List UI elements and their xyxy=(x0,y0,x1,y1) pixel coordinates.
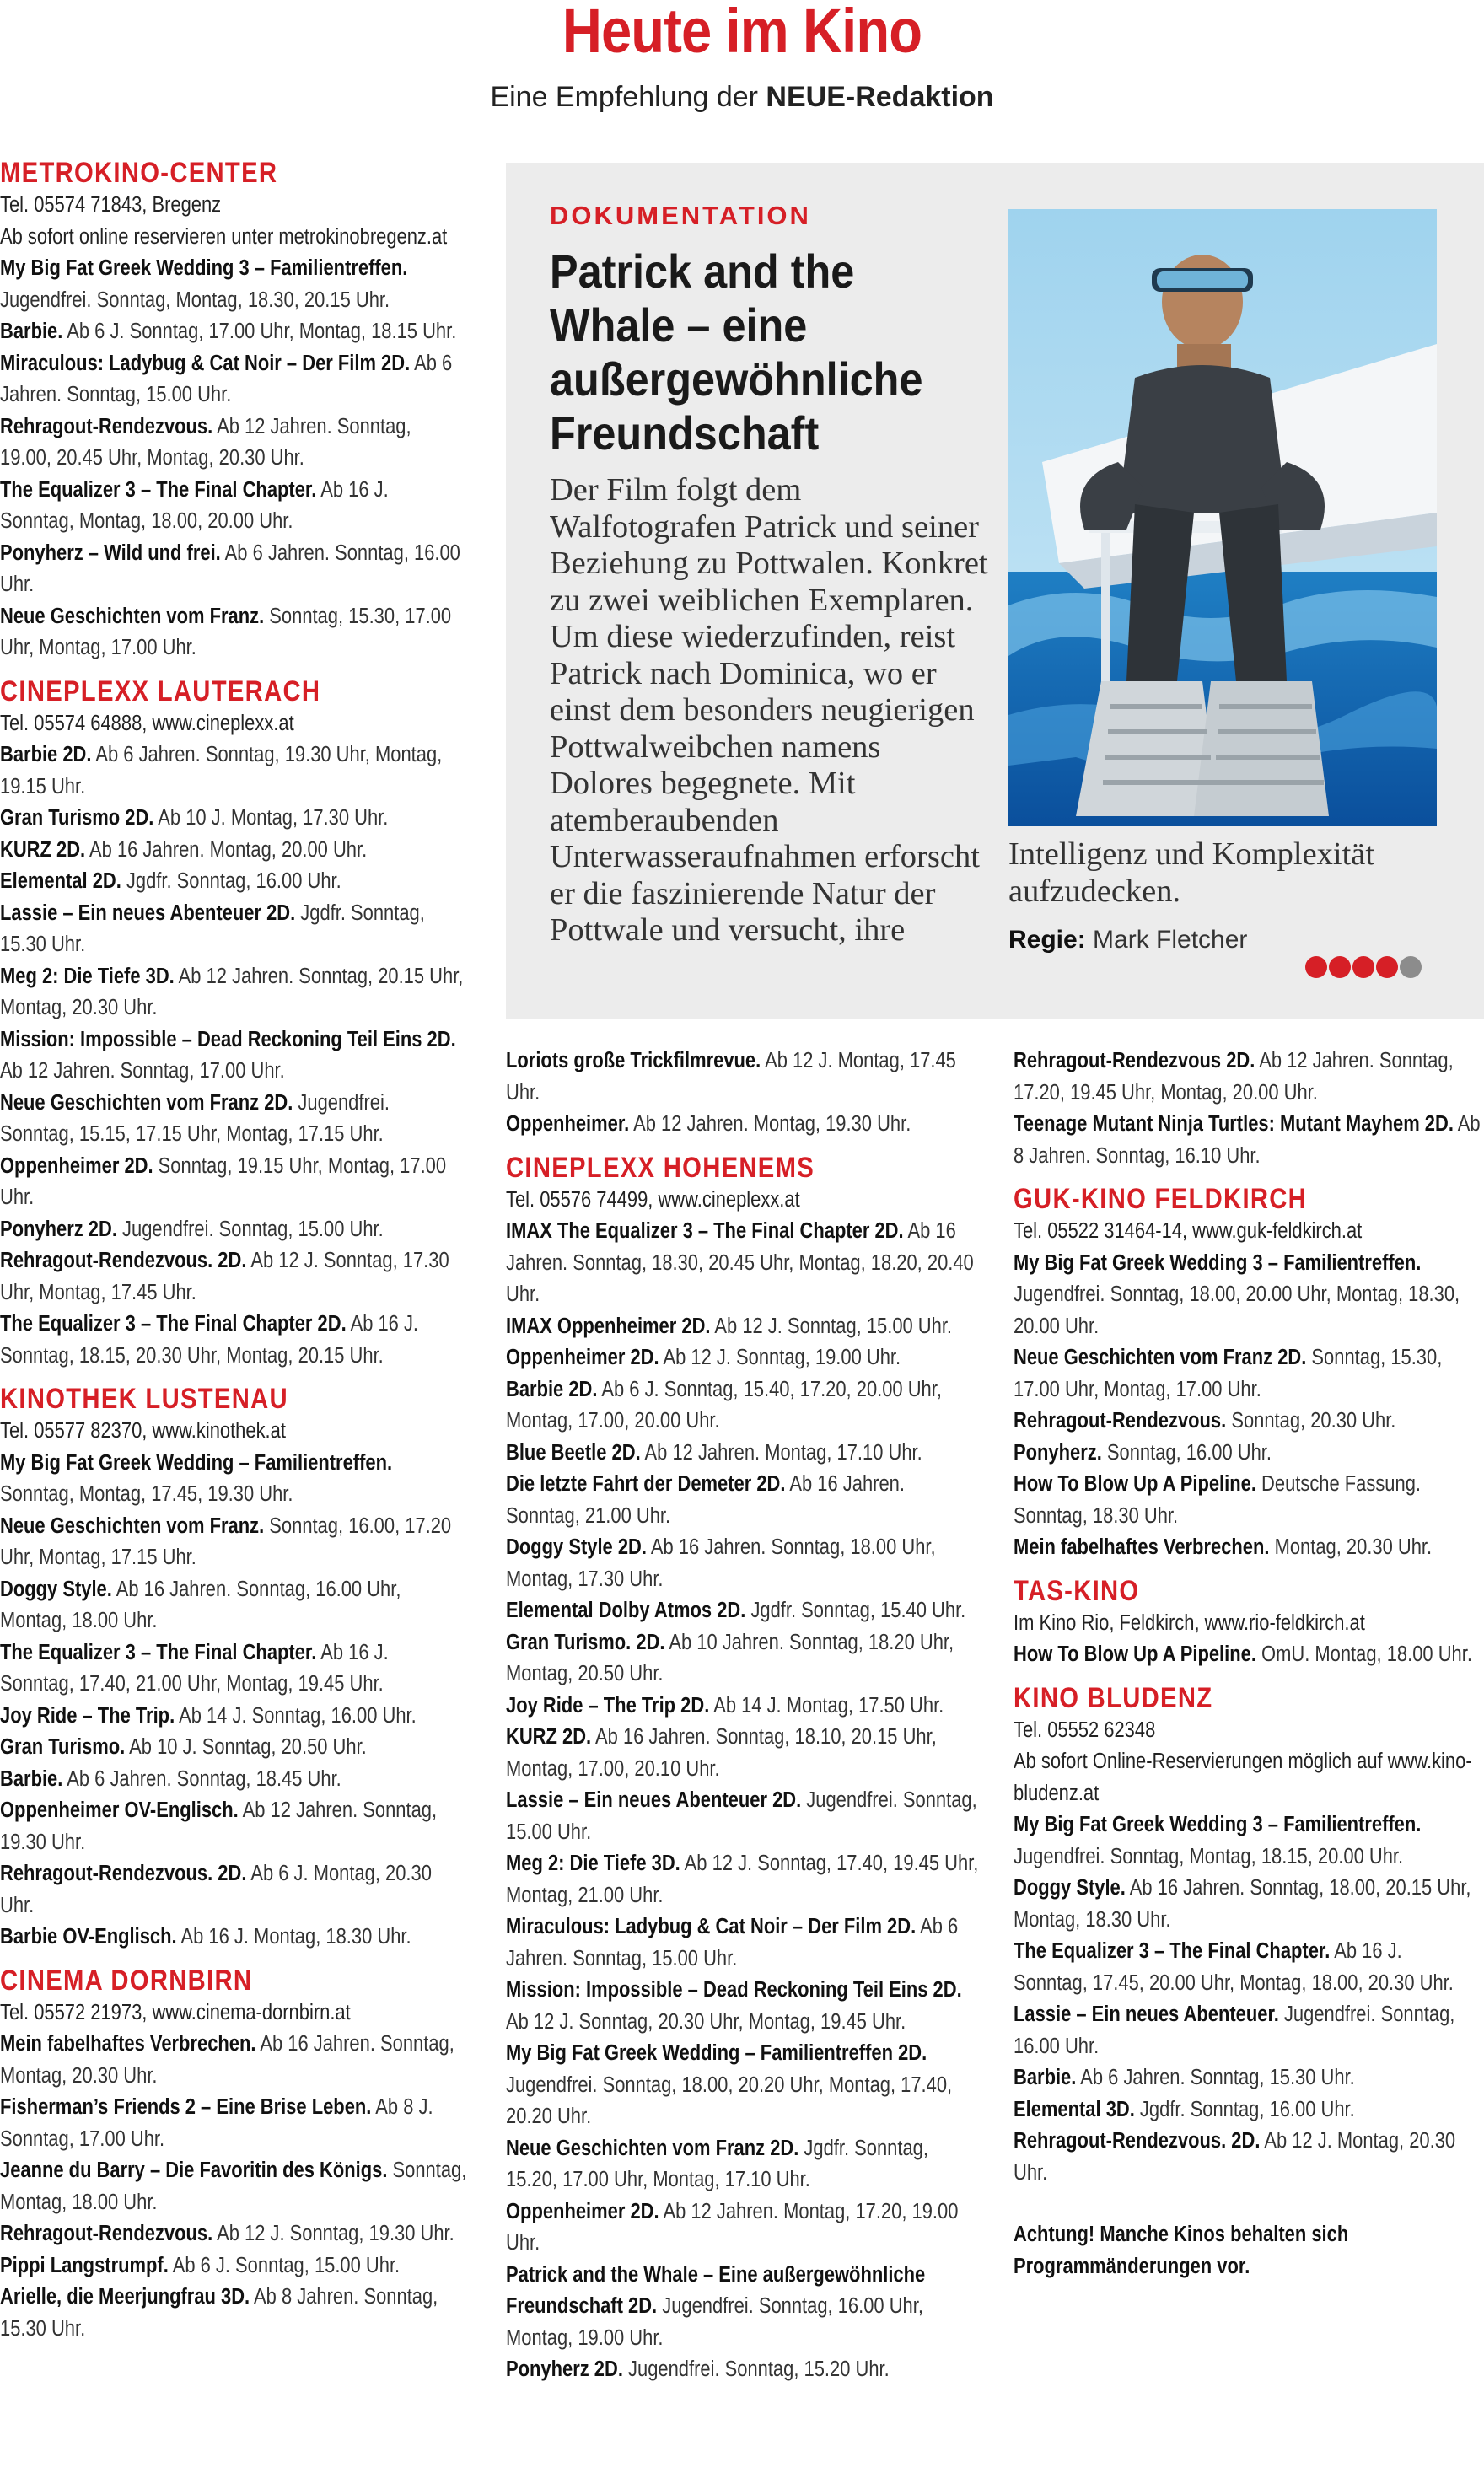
movie-entry xyxy=(506,1438,981,1470)
diver-on-boat-illustration xyxy=(1008,209,1437,826)
movie-entry xyxy=(0,1309,467,1372)
movie-details: Sonntag, Montag, 18.00 Uhr. xyxy=(0,2158,467,2214)
movie-details: Ab 16 Jahren. Sonntag, 18.00 Uhr, Montag, 17.30 Uhr. xyxy=(506,1535,936,1591)
movie-entry xyxy=(1014,1936,1481,1999)
cinema-name: CINEMA DORNBIRN xyxy=(0,1964,253,1997)
movie-title: Meg 2: Die Tiefe 3D. xyxy=(506,1852,680,1875)
movie-details: Ab 12 J. Montag, 17.45 Uhr. xyxy=(506,1049,956,1105)
cinema-info: Ab sofort Online-Reservierungen möglich auf www.kino-bludenz.at xyxy=(1014,1750,1472,1805)
movie-entry xyxy=(506,1911,981,1975)
movie-title: Rehragout-Rendezvous. 2D. xyxy=(0,1249,247,1272)
page-subtitle xyxy=(0,81,1484,114)
movie-details: Ab 12 Jahren. Sonntag, 19.30 Uhr. xyxy=(0,1798,438,1854)
movie-entry xyxy=(1014,1999,1481,2062)
movie-entry xyxy=(506,1342,981,1374)
subtitle-bold: NEUE-Redaktion xyxy=(766,81,994,113)
movie-title: The Equalizer 3 – The Final Chapter. xyxy=(1014,1939,1331,1963)
movie-details: Ab 12 J. Sonntag, 17.30 Uhr, Montag, 17.45 Uhr. xyxy=(0,1249,449,1304)
movie-details: Ab 10 J. Sonntag, 20.50 Uhr. xyxy=(129,1735,367,1759)
movie-details: Ab 6 J. Sonntag, 15.00 Uhr. xyxy=(172,2253,401,2277)
movie-title: Gran Turismo. xyxy=(0,1735,126,1759)
movie-title: My Big Fat Greek Wedding 3 – Familientreffen. xyxy=(1014,1250,1422,1275)
movie-entry xyxy=(0,1795,467,1858)
movie-title: Mein fabelhaftes Verbrechen. xyxy=(1014,1535,1270,1559)
movie-details: Jugendfrei. Sonntag, Montag, 18.15, 20.00 Uhr. xyxy=(1014,1844,1404,1868)
movie-title: Pippi Langstrumpf. xyxy=(0,2253,169,2277)
movie-details: Jgdfr. Sonntag, 15.40 Uhr. xyxy=(750,1599,966,1622)
movie-details: Ab 6 Jahren. Sonntag, 15.00 Uhr. xyxy=(506,1915,959,1970)
movie-title: Ponyherz – Wild und frei. xyxy=(0,540,221,565)
movie-entry xyxy=(506,2354,981,2386)
movie-details: Ab 6 Jahren. Sonntag, 15.00 Uhr. xyxy=(0,351,453,406)
movie-entry xyxy=(0,411,467,475)
movie-title: Ponyherz 2D. xyxy=(0,1217,117,1241)
movie-entry xyxy=(0,1214,467,1246)
movie-title: My Big Fat Greek Wedding – Familientreffen. xyxy=(0,1450,393,1475)
movie-title: Oppenheimer OV-Englisch. xyxy=(0,1798,239,1822)
movie-details: Sonntag, 16.00, 17.20 Uhr, Montag, 17.15 Uhr. xyxy=(0,1513,452,1569)
movie-entry xyxy=(506,1975,981,2038)
feature-body-left: Der Film folgt dem Walfotografen Patrick und seiner Beziehung zu Pottwalen. Konkret zu zwei weiblichen Exemplaren. Um diese wiederzufinden, reist Patrick nach Dominica, wo er einst dem besonders neugierigen Pottwalweibchen namens Dolores begegnete. Mit atemberaubenden Unterwasseraufnahmen erforscht er die faszinierende Natur der Pottwale und versucht, ihre xyxy=(550,472,988,948)
movie-entry xyxy=(1014,1809,1481,1873)
movie-entry xyxy=(0,1024,467,1088)
movie-title: Rehragout-Rendezvous. xyxy=(1014,1409,1227,1433)
listings-column-3 xyxy=(1014,1046,1481,2282)
movie-details: Ab 16 J. Sonntag, 17.40, 21.00 Uhr, Montag, 19.45 Uhr. xyxy=(0,1640,389,1696)
movie-title: Blue Beetle 2D. xyxy=(506,1440,641,1465)
movie-entry xyxy=(0,253,467,316)
movie-title: Doggy Style 2D. xyxy=(506,1535,647,1559)
movie-title: Barbie OV-Englisch. xyxy=(0,1925,177,1949)
movie-title: The Equalizer 3 – The Final Chapter. xyxy=(0,1640,317,1664)
movie-title: Loriots große Trickfilmrevue. xyxy=(506,1049,761,1072)
movie-details: Jugendfrei. Sonntag, 18.00, 20.20 Uhr, Montag, 17.40, 20.20 Uhr. xyxy=(506,2072,953,2128)
movie-entry xyxy=(0,475,467,538)
movie-title: Barbie. xyxy=(1014,2066,1077,2089)
movie-details: Montag, 20.30 Uhr. xyxy=(1274,1535,1433,1559)
subtitle-prefix: Eine Empfehlung der xyxy=(490,81,766,113)
movie-title: IMAX The Equalizer 3 – The Final Chapter 2D. xyxy=(506,1219,904,1243)
movie-entry xyxy=(0,835,467,867)
movie-entry xyxy=(1014,1639,1481,1671)
feature-kicker: DOKUMENTATION xyxy=(550,201,811,230)
movie-entry xyxy=(0,2029,467,2092)
movie-title: Neue Geschichten vom Franz 2D. xyxy=(506,2136,799,2160)
movie-details: Ab 16 Jahren. Sonntag, 16.00 Uhr, Montag, 18.00 Uhr. xyxy=(0,1577,401,1632)
regie-name: Mark Fletcher xyxy=(1093,926,1248,954)
movie-details: Jgdfr. Sonntag, 15.20, 17.00 Uhr, Montag, 17.10 Uhr. xyxy=(506,2136,928,2191)
movie-details: Jgdfr. Sonntag, 15.30 Uhr. xyxy=(0,900,425,956)
movie-details: Jugendfrei. Sonntag, 15.20 Uhr. xyxy=(628,2357,890,2381)
movie-title: Doggy Style. xyxy=(1014,1876,1126,1900)
movie-entry xyxy=(0,1922,467,1954)
movie-details: Ab 6 Jahren. Sonntag, 18.45 Uhr. xyxy=(67,1766,341,1791)
movie-entry xyxy=(506,1691,981,1723)
movie-title: Oppenheimer 2D. xyxy=(506,2199,659,2223)
movie-entry xyxy=(0,866,467,898)
movie-details: Ab 6 J. Montag, 20.30 Uhr. xyxy=(0,1862,432,1917)
movie-title: The Equalizer 3 – The Final Chapter 2D. xyxy=(0,1312,347,1336)
feature-regie xyxy=(1008,926,1247,954)
cinema-info: Tel. 05577 82370, www.kinothek.at xyxy=(0,1419,286,1443)
movie-title: Neue Geschichten vom Franz. xyxy=(0,1513,265,1538)
movie-details: Jugendfrei. Sonntag, 15.00 Uhr. xyxy=(506,1788,977,1844)
feature-body-right: Intelligenz und Komplexität aufzudecken. xyxy=(1008,836,1375,909)
movie-details: Ab 16 Jahren. Sonntag, 18.00, 20.15 Uhr, Montag, 18.30 Uhr. xyxy=(1014,1876,1471,1932)
movie-title: Patrick and the Whale – Eine außergewöhnliche Freundschaft 2D. xyxy=(506,2262,926,2318)
movie-title: Miraculous: Ladybug & Cat Noir – Der Film 2D. xyxy=(506,1915,917,1938)
cinema-name: CINEPLEXX LAUTERACH xyxy=(0,675,321,707)
movie-entry xyxy=(0,601,467,664)
movie-entry xyxy=(1014,2062,1481,2094)
cinema-info: Im Kino Rio, Feldkirch, www.rio-feldkirch.at xyxy=(1014,1610,1365,1635)
movie-entry xyxy=(0,2092,467,2155)
movie-details: Jugendfrei. Sonntag, 15.15, 17.15 Uhr, Montag, 17.15 Uhr. xyxy=(0,1090,390,1146)
movie-title: Lassie – Ein neues Abenteuer. xyxy=(1014,2002,1279,2026)
movie-title: Teenage Mutant Ninja Turtles: Mutant Mayhem 2D. xyxy=(1014,1112,1454,1136)
movie-entry xyxy=(506,1532,981,1595)
movie-details: Ab 16 Jahren. Sonntag, Montag, 20.30 Uhr. xyxy=(0,2032,454,2088)
movie-details: Ab 10 J. Montag, 17.30 Uhr. xyxy=(158,806,389,830)
movie-details: Sonntag, 15.30, 17.00 Uhr, Montag, 17.00 Uhr. xyxy=(0,604,452,659)
movie-entry xyxy=(0,898,467,961)
movie-entry xyxy=(0,1701,467,1733)
movie-details: Ab 8 J. Sonntag, 17.00 Uhr. xyxy=(0,2095,433,2151)
movie-entry xyxy=(506,1722,981,1785)
rating-dot-filled xyxy=(1329,956,1351,978)
movie-details: Ab 16 J. Sonntag, 18.15, 20.30 Uhr, Montag, 20.15 Uhr. xyxy=(0,1312,419,1368)
movie-entry xyxy=(1014,1873,1481,1936)
movie-details: Ab 12 J. Sonntag, 20.30 Uhr, Montag, 19.45 Uhr. xyxy=(506,2009,906,2034)
movie-details: Ab 16 Jahren. Sonntag, 21.00 Uhr. xyxy=(506,1472,905,1528)
movie-title: The Equalizer 3 – The Final Chapter. xyxy=(0,477,317,502)
movie-title: How To Blow Up A Pipeline. xyxy=(1014,1472,1256,1496)
movie-details: Ab 16 J. Sonntag, 17.45, 20.00 Uhr, Montag, 18.00, 20.30 Uhr. xyxy=(1014,1939,1454,1995)
movie-details: Ab 12 Jahren. Montag, 17.10 Uhr. xyxy=(644,1440,922,1465)
movie-entry xyxy=(506,1469,981,1532)
movie-title: Neue Geschichten vom Franz. xyxy=(0,604,265,628)
movie-entry xyxy=(506,1627,981,1691)
cinema-name: KINOTHEK LUSTENAU xyxy=(0,1383,288,1415)
movie-title: Gran Turismo 2D. xyxy=(0,806,154,830)
movie-details: Ab 16 Jahren. Sonntag, 18.10, 20.15 Uhr, Montag, 17.00, 20.10 Uhr. xyxy=(506,1725,937,1781)
page-title: Heute im Kino xyxy=(562,0,922,66)
movie-title: Meg 2: Die Tiefe 3D. xyxy=(0,964,175,988)
movie-details: Ab 12 J. Sonntag, 19.30 Uhr. xyxy=(217,2222,454,2245)
movie-entry xyxy=(1014,1438,1481,1470)
movie-details: Jugendfrei. Sonntag, 15.00 Uhr. xyxy=(122,1217,384,1241)
movie-title: My Big Fat Greek Wedding 3 – Familientreffen. xyxy=(1014,1813,1422,1836)
movie-title: Ponyherz. xyxy=(1014,1440,1102,1465)
movie-entry xyxy=(0,2218,467,2250)
movie-details: Jugendfrei. Sonntag, Montag, 18.30, 20.15 Uhr. xyxy=(0,288,390,312)
movie-title: Mein fabelhaftes Verbrechen. xyxy=(0,2032,256,2056)
rating-dot-filled xyxy=(1376,956,1398,978)
movie-title: KURZ 2D. xyxy=(0,837,86,862)
movie-details: Ab 12 Jahren. Sonntag, 19.00, 20.45 Uhr, Montag, 20.30 Uhr. xyxy=(0,414,411,470)
movie-entry xyxy=(0,961,467,1024)
feature-headline: Patrick and the Whale – eine außergewöhnliche Freundschaft xyxy=(550,245,923,460)
movie-details: Ab 12 Jahren. Sonntag, 17.20, 19.45 Uhr, Montag, 20.00 Uhr. xyxy=(1014,1049,1454,1105)
movie-entry xyxy=(1014,1109,1481,1172)
movie-title: IMAX Oppenheimer 2D. xyxy=(506,1314,711,1338)
movie-details: Ab 16 Jahren. Sonntag, 18.30, 20.45 Uhr, Montag, 18.20, 20.40 Uhr. xyxy=(506,1219,974,1306)
movie-details: Jugendfrei. Sonntag, 16.00 Uhr. xyxy=(1014,2002,1455,2058)
movie-entry xyxy=(0,1574,467,1637)
movie-entry xyxy=(0,1764,467,1796)
movie-entry xyxy=(0,1245,467,1309)
cinema-name: TAS-KINO xyxy=(1014,1574,1140,1607)
movie-entry xyxy=(1014,1406,1481,1438)
listings-column-2 xyxy=(506,1046,982,2386)
feature-photo xyxy=(1008,209,1437,826)
movie-entry xyxy=(0,1088,467,1151)
movie-entry xyxy=(0,316,467,348)
movie-entry xyxy=(0,1151,467,1214)
listings-column-1 xyxy=(0,156,468,2345)
movie-details: Ab 12 J. Sonntag, 19.00 Uhr. xyxy=(663,1346,901,1369)
movie-details: Ab 16 J. Montag, 18.30 Uhr. xyxy=(180,1925,411,1949)
movie-details: Ab 8 Jahren. Sonntag, 16.10 Uhr. xyxy=(1014,1112,1481,1168)
movie-title: Oppenheimer 2D. xyxy=(506,1346,659,1369)
movie-title: Oppenheimer 2D. xyxy=(0,1153,153,1178)
movie-title: Lassie – Ein neues Abenteuer 2D. xyxy=(506,1788,802,1812)
movie-entry xyxy=(0,803,467,835)
cinema-info: Tel. 05576 74499, www.cineplexx.at xyxy=(506,1187,800,1212)
cinema-info: Tel. 05574 71843, Bregenz xyxy=(0,193,222,217)
rating-dot-empty xyxy=(1400,956,1422,978)
cinema-info: Tel. 05522 31464-14, www.guk-feldkirch.at xyxy=(1014,1219,1363,1243)
movie-details: Sonntag, Montag, 17.45, 19.30 Uhr. xyxy=(0,1482,293,1506)
movie-title: Rehragout-Rendezvous. xyxy=(0,2222,213,2245)
movie-details: Jgdfr. Sonntag, 16.00 Uhr. xyxy=(126,869,341,893)
movie-title: Jeanne du Barry – Die Favoritin des Königs. xyxy=(0,2158,388,2182)
movie-entry xyxy=(506,2133,981,2196)
rating-dots xyxy=(1305,956,1423,978)
movie-title: Rehragout-Rendezvous. 2D. xyxy=(1014,2129,1261,2153)
footer-note: Achtung! Manche Kinos behalten sich Programmänderungen vor. xyxy=(1014,2223,1349,2278)
movie-entry xyxy=(0,1732,467,1764)
movie-entry xyxy=(0,348,467,411)
movie-details: Sonntag, 15.30, 17.00 Uhr, Montag, 17.00 Uhr. xyxy=(1014,1346,1443,1401)
movie-entry xyxy=(0,739,467,803)
movie-title: Neue Geschichten vom Franz 2D. xyxy=(1014,1346,1307,1369)
movie-title: Mission: Impossible – Dead Reckoning Teil Eins 2D. xyxy=(0,1027,456,1051)
movie-entry xyxy=(0,1448,467,1511)
cinema-info: Tel. 05552 62348 xyxy=(1014,1718,1156,1742)
movie-entry xyxy=(1014,2094,1481,2126)
cinema-name: CINEPLEXX HOHENEMS xyxy=(506,1151,815,1184)
movie-details: OmU. Montag, 18.00 Uhr. xyxy=(1261,1642,1472,1666)
movie-details: Sonntag, 19.15 Uhr, Montag, 17.00 Uhr. xyxy=(0,1153,447,1209)
movie-entry xyxy=(0,538,467,601)
movie-entry xyxy=(506,1785,981,1848)
movie-details: Jugendfrei. Sonntag, 18.00, 20.00 Uhr, Montag, 18.30, 20.00 Uhr. xyxy=(1014,1282,1460,1338)
movie-details: Ab 16 J. Sonntag, Montag, 18.00, 20.00 Uhr. xyxy=(0,477,389,533)
movie-title: My Big Fat Greek Wedding – Familientreffen 2D. xyxy=(506,2041,928,2065)
movie-details: Ab 12 Jahren. Sonntag, 20.15 Uhr, Montag, 20.30 Uhr. xyxy=(0,964,464,1019)
movie-title: Oppenheimer. xyxy=(506,1112,630,1136)
movie-details: Ab 6 Jahren. Sonntag, 19.30 Uhr, Montag, 19.15 Uhr. xyxy=(0,743,443,798)
movie-entry xyxy=(1014,1532,1481,1564)
movie-title: Rehragout-Rendezvous. xyxy=(0,414,213,438)
movie-entry xyxy=(1014,1342,1481,1406)
movie-title: Elemental 3D. xyxy=(1014,2097,1135,2121)
movie-title: Mission: Impossible – Dead Reckoning Teil Eins 2D. xyxy=(506,1978,962,2002)
movie-entry xyxy=(506,1848,981,1911)
movie-details: Ab 12 J. Sonntag, 17.40, 19.45 Uhr, Montag, 21.00 Uhr. xyxy=(506,1852,979,1907)
movie-entry xyxy=(506,2038,981,2133)
movie-details: Ab 12 J. Sonntag, 15.00 Uhr. xyxy=(714,1314,953,1338)
movie-entry xyxy=(506,1216,981,1311)
movie-title: Elemental Dolby Atmos 2D. xyxy=(506,1599,746,1622)
movie-details: Jgdfr. Sonntag, 16.00 Uhr. xyxy=(1139,2097,1355,2121)
cinema-name: GUK-KINO FELDKIRCH xyxy=(1014,1183,1308,1215)
cinema-info: Tel. 05572 21973, www.cinema-dornbirn.at xyxy=(0,2000,351,2024)
movie-title: Joy Ride – The Trip 2D. xyxy=(506,1693,710,1718)
cinema-name: METROKINO-CENTER xyxy=(0,157,278,189)
movie-title: Miraculous: Ladybug & Cat Noir – Der Film 2D. xyxy=(0,351,411,375)
movie-title: Elemental 2D. xyxy=(0,869,121,893)
movie-title: Neue Geschichten vom Franz 2D. xyxy=(0,1090,293,1115)
cinema-info: Ab sofort online reservieren unter metrokinobregenz.at xyxy=(0,224,448,249)
movie-details: Ab 12 Jahren. Sonntag, 17.00 Uhr. xyxy=(0,1059,285,1083)
movie-entry xyxy=(1014,1046,1481,1109)
movie-details: Jugendfrei. Sonntag, 16.00 Uhr, Montag, 19.00 Uhr. xyxy=(506,2294,923,2350)
movie-entry xyxy=(506,2260,981,2355)
movie-details: Ab 12 Jahren. Montag, 19.30 Uhr. xyxy=(633,1112,911,1136)
movie-entry xyxy=(1014,1469,1481,1532)
movie-entry xyxy=(0,2155,467,2218)
movie-title: Joy Ride – The Trip. xyxy=(0,1703,175,1728)
movie-details: Sonntag, 20.30 Uhr. xyxy=(1231,1409,1396,1433)
movie-details: Ab 14 J. Sonntag, 16.00 Uhr. xyxy=(179,1703,417,1728)
rating-dot-filled xyxy=(1352,956,1374,978)
movie-entry xyxy=(0,2250,467,2282)
movie-entry xyxy=(0,2282,467,2345)
movie-title: Rehragout-Rendezvous. 2D. xyxy=(0,1862,247,1885)
movie-entry xyxy=(0,1511,467,1574)
movie-title: Rehragout-Rendezvous 2D. xyxy=(1014,1049,1255,1072)
movie-details: Deutsche Fassung. Sonntag, 18.30 Uhr. xyxy=(1014,1472,1421,1528)
movie-title: My Big Fat Greek Wedding 3 – Familientreffen. xyxy=(0,256,408,280)
movie-details: Ab 8 Jahren. Sonntag, 15.30 Uhr. xyxy=(0,2285,438,2341)
regie-label: Regie: xyxy=(1008,926,1086,954)
movie-details: Ab 6 Jahren. Sonntag, 16.00 Uhr. xyxy=(0,540,460,596)
movie-details: Ab 6 J. Sonntag, 15.40, 17.20, 20.00 Uhr, Montag, 17.00, 20.00 Uhr. xyxy=(506,1377,942,1433)
movie-entry xyxy=(506,1046,981,1109)
movie-details: Ab 14 J. Montag, 17.50 Uhr. xyxy=(713,1693,944,1718)
movie-title: Die letzte Fahrt der Demeter 2D. xyxy=(506,1472,786,1496)
rating-dot-filled xyxy=(1305,956,1327,978)
movie-title: Gran Turismo. 2D. xyxy=(506,1630,665,1654)
movie-details: Ab 12 J. Montag, 20.30 Uhr. xyxy=(1014,2129,1456,2185)
movie-details: Ab 6 Jahren. Sonntag, 15.30 Uhr. xyxy=(1080,2066,1355,2089)
movie-title: Barbie. xyxy=(0,320,63,343)
movie-details: Ab 6 J. Sonntag, 17.00 Uhr, Montag, 18.15 Uhr. xyxy=(67,320,457,343)
movie-entry xyxy=(1014,1248,1481,1343)
movie-title: Barbie 2D. xyxy=(506,1377,598,1401)
movie-title: Barbie 2D. xyxy=(0,743,92,766)
movie-title: Arielle, die Meerjungfrau 3D. xyxy=(0,2285,250,2309)
movie-entry xyxy=(1014,2126,1481,2189)
movie-title: How To Blow Up A Pipeline. xyxy=(1014,1642,1256,1666)
cinema-name: KINO BLUDENZ xyxy=(1014,1681,1213,1714)
movie-title: Lassie – Ein neues Abenteuer 2D. xyxy=(0,900,296,925)
movie-details: Sonntag, 16.00 Uhr. xyxy=(1106,1440,1272,1465)
cinema-info: Tel. 05574 64888, www.cineplexx.at xyxy=(0,711,294,735)
movie-title: KURZ 2D. xyxy=(506,1725,592,1749)
movie-details: Ab 16 Jahren. Montag, 20.00 Uhr. xyxy=(89,837,368,862)
movie-title: Barbie. xyxy=(0,1766,63,1791)
movie-title: Doggy Style. xyxy=(0,1577,112,1601)
movie-details: Ab 12 Jahren. Montag, 17.20, 19.00 Uhr. xyxy=(506,2199,959,2255)
movie-entry xyxy=(506,1109,981,1141)
movie-entry xyxy=(0,1858,467,1922)
movie-details: Ab 10 Jahren. Sonntag, 18.20 Uhr, Montag, 20.50 Uhr. xyxy=(506,1630,954,1685)
movie-title: Ponyherz 2D. xyxy=(506,2357,623,2381)
movie-title: Fisherman’s Friends 2 – Eine Brise Leben. xyxy=(0,2095,372,2119)
movie-entry xyxy=(506,1374,981,1438)
movie-entry xyxy=(506,2196,981,2260)
movie-entry xyxy=(0,1637,467,1701)
movie-entry xyxy=(506,1595,981,1627)
movie-entry xyxy=(506,1311,981,1343)
